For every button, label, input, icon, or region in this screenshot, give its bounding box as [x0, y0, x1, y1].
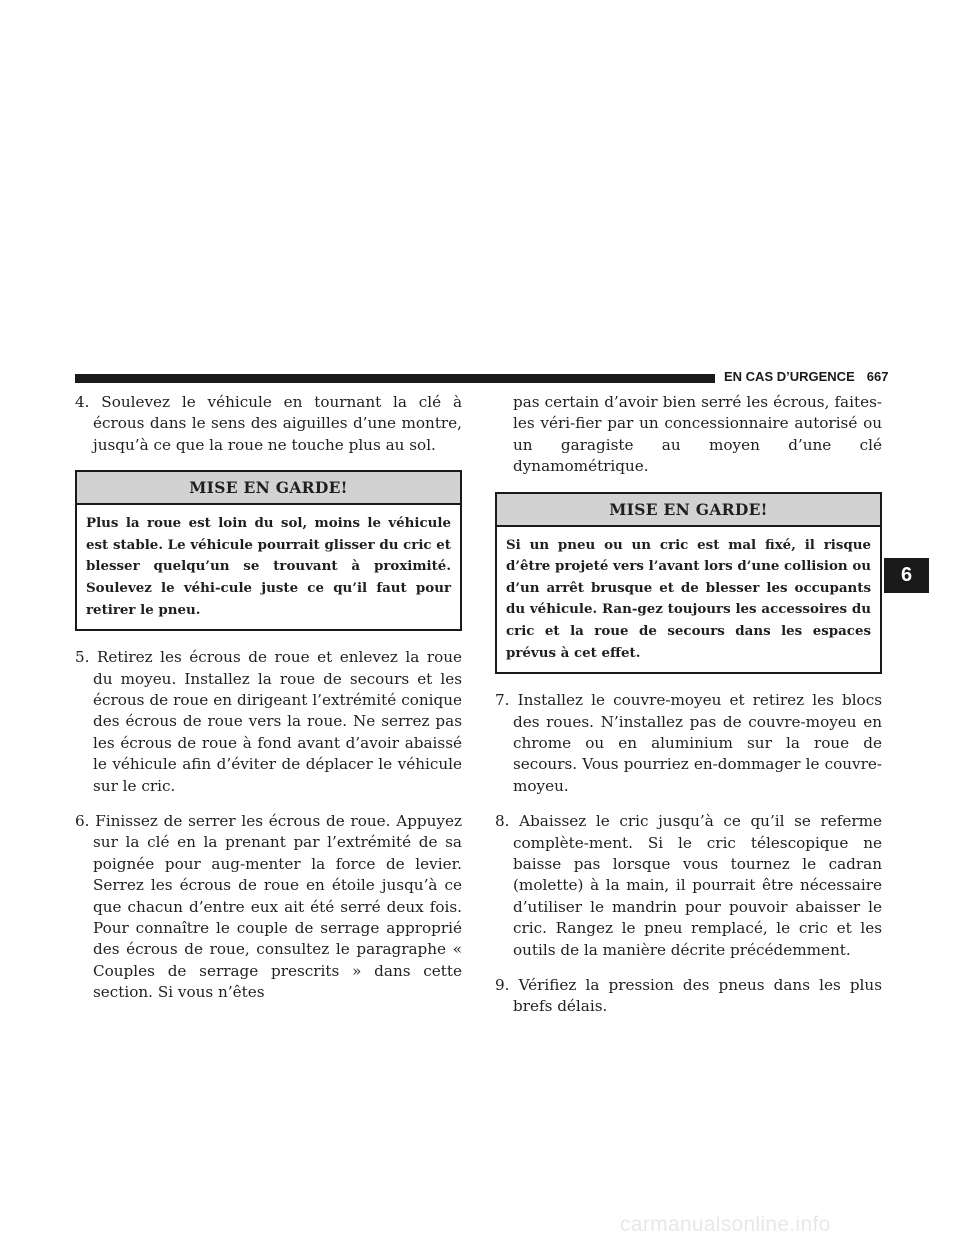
step-6-continuation: pas certain d’avoir bien serré les écrous, faites-les véri-fier par un concessionnaire autorisé ou un garagiste au moyen d’une clé dynamométrique.	[513, 393, 882, 476]
section-title: EN CAS D’URGENCE	[724, 369, 855, 384]
warning-title: MISE EN GARDE!	[497, 494, 880, 527]
warning-box-2	[495, 492, 882, 675]
step-8: 8. Abaissez le cric jusqu’à ce qu’il se referme complète-ment. Si le cric télescopique ne baisse pas lorsque vous tournez le cadran (molette) à la main, il pourrait être nécessaire d’utiliser le mandrin pour pouvoir abaisser le cric. Rangez le pneu remplacé, le cric et les outils de la manière décrite précédemment.	[495, 812, 882, 959]
step-5: 5. Retirez les écrous de roue et enlevez la roue du moyeu. Installez la roue de secours et les écrous de roue en dirigeant l’extrémité conique des écrous de roue vers la roue. Ne serrez pas les écrous de roue à fond avant d’avoir abaissé le véhicule afin d’éviter de déplacer le véhicule sur le cric.	[75, 648, 462, 795]
left-column	[75, 392, 462, 1018]
footer-watermark: carmanualsonline.info	[620, 1213, 831, 1236]
chapter-tab: 6	[884, 558, 929, 593]
header-rule	[75, 374, 715, 383]
right-column	[495, 392, 882, 1032]
warning-text: Si un pneu ou un cric est mal fixé, il risque d’être projeté vers l’avant lors d’une collision ou d’un arrêt brusque et de blesser les occupants du véhicule. Ran-gez toujours les accessoires du cric et la roue de secours dans les espaces prévus à cet effet.	[506, 536, 871, 661]
step-7: 7. Installez le couvre-moyeu et retirez les blocs des roues. N’installez pas de couvre-moyeu en chrome ou en aluminium sur la roue de secours. Vous pourriez en-dommager le couvre-moyeu.	[495, 691, 882, 795]
step-4: 4. Soulevez le véhicule en tournant la clé à écrous dans le sens des aiguilles d’une montre, jusqu’à ce que la roue ne touche plus au sol.	[75, 393, 462, 454]
page-number: 667	[866, 369, 889, 384]
warning-box-1	[75, 470, 462, 631]
warning-title: MISE EN GARDE!	[77, 472, 460, 505]
step-6: 6. Finissez de serrer les écrous de roue. Appuyez sur la clé en la prenant par l’extrémité de sa poignée pour aug-menter la force de levier. Serrez les écrous de roue en étoile jusqu’à ce que chacun d’entre eux ait été serré deux fois. Pour connaître le couple de serrage approprié des écrous de roue, consultez le paragraphe « Couples de serrage prescrits » dans cette section. Si vous n’êtes	[75, 812, 462, 1002]
step-9: 9. Vérifiez la pression des pneus dans les plus brefs délais.	[495, 976, 882, 1016]
warning-text: Plus la roue est loin du sol, moins le véhicule est stable. Le véhicule pourrait glisser du cric et blesser quelqu’un se trouvant à proximité. Soulevez le véhi-cule juste ce qu’il faut pour retirer le pneu.	[86, 515, 451, 618]
running-header	[724, 366, 900, 388]
